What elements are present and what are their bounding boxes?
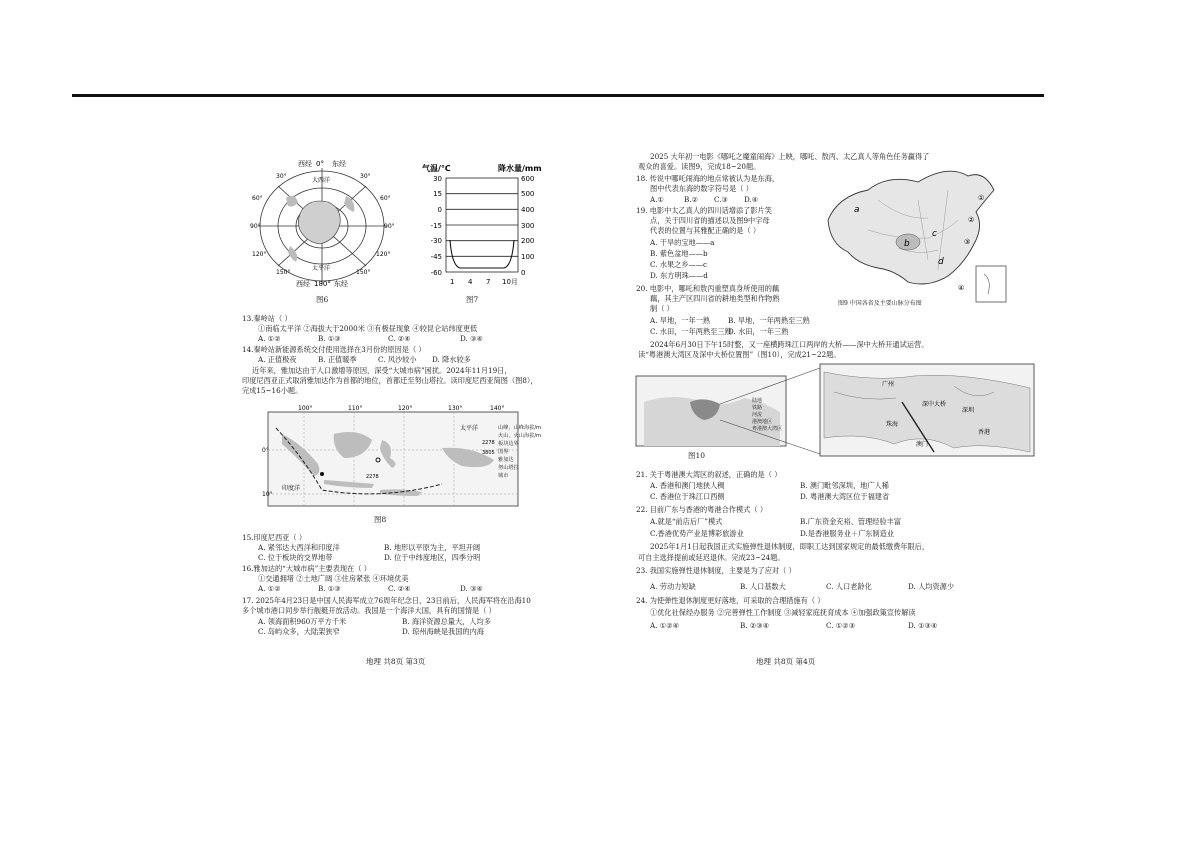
- fig8-elev-3: 2278: [366, 474, 379, 480]
- fig6-label-0: 0°: [316, 160, 324, 168]
- figure-9-china-map: [808, 160, 1018, 308]
- intro-21-line-2: 读“粤港澳大湾区及深中大桥位置图”（图10），完成21~22题。: [638, 350, 841, 359]
- intro-15-line-2: 印度尼西亚正式取消雅加达作为首都的地位，首都迁至努山塔拉。读印度尼西亚简图（图8），: [242, 376, 538, 385]
- intro-15-line-1: 近年来，雅加达由于人口激增等原因，深受“大城市病”困扰。2024年11月19日，: [252, 366, 512, 375]
- q14-stem: 14.秦岭站新能源系统交付使用选择在3月份的原因是（ ）: [242, 345, 426, 354]
- q14-choice-c[interactable]: C. 风沙较小: [378, 355, 417, 364]
- q21-stem: 21. 关于粤港澳大湾区的叙述，正确的是（ ）: [636, 470, 782, 479]
- fig6-label-east: 东经: [332, 160, 346, 168]
- fig10-legend-railway: 铁路: [752, 405, 763, 411]
- q13-choice-b[interactable]: B. ①③: [318, 334, 341, 343]
- q23-stem: 23. 我国实施弹性退休制度，主要是为了应对（ ）: [636, 566, 796, 575]
- q19-stem-line-2: 点，关于四川省的描述以及图9中字母: [650, 216, 770, 225]
- q22-choice-c[interactable]: C.香港优势产业是博彩旅游业: [650, 529, 744, 538]
- q15-stem: 15.印度尼西亚（ ）: [242, 533, 307, 542]
- legend-item-city: 城市: [498, 473, 509, 479]
- q19-item-c[interactable]: C. 水果之乡——c: [650, 260, 707, 269]
- q16-choice-d[interactable]: D. ③④: [460, 584, 483, 593]
- q23-choice-c[interactable]: C. 人口老龄化: [826, 582, 872, 591]
- q13-stem: 13.秦岭站（ ）: [242, 314, 292, 323]
- fig6-label-150w: 150°: [276, 269, 291, 276]
- q19-item-a[interactable]: A. 干旱的宝地——a: [650, 238, 715, 247]
- q16-stem: 16.雅加达的“大城市病”主要表现在（ ）: [242, 564, 371, 573]
- fig9-letter-b: b: [904, 239, 910, 249]
- figure-7-climate-chart: [420, 162, 560, 287]
- q15-choice-d[interactable]: D. 位于中纬度地区，四季分明: [384, 553, 481, 562]
- fig9-letter-d: d: [938, 257, 944, 267]
- fig8-lon-140: 140°: [490, 405, 505, 412]
- fig9-letter-a: a: [854, 205, 860, 215]
- fig8-ocean-indian: 印度洋: [282, 485, 301, 492]
- q19-stem-line-3: 代表的位置与其雅配正确的是（ ）: [650, 226, 761, 235]
- fig6-label-west: 西经: [298, 160, 312, 168]
- right-page-footer: 地理 共8页 第4页: [756, 657, 816, 666]
- q16-options: ①交通拥堵 ②土地广阔 ③住房紧张 ④环境优美: [258, 574, 409, 583]
- q20-choice-a[interactable]: A. 旱地，一年一熟: [650, 316, 711, 325]
- fig10-place-zhuhai: 珠海: [886, 421, 899, 428]
- fig9-letter-c: c: [932, 229, 937, 239]
- q16-choice-b[interactable]: B. ①③: [318, 584, 341, 593]
- jakarta-marker: [320, 472, 324, 476]
- fig6-label-60e: 60°: [380, 195, 391, 202]
- fig6-label-120w: 120°: [252, 251, 267, 258]
- intro-18-line-1: 2025 大年初一电影《哪吒之魔童闹海》上映，哪吒、敖丙、太乙真人等角色任务赢得了: [650, 152, 930, 161]
- q24-options: ①优化社保经办服务 ②完善弹性工作制度 ③减轻家庭抚育成本 ④加强政策宣传解读: [650, 608, 916, 617]
- fig10-legend-hkmacau: 港澳地区: [752, 419, 773, 425]
- fig7-precip-tick-1: 500: [521, 190, 535, 198]
- fig7-temp-label: 气温/℃: [422, 164, 451, 173]
- fig7-month-4: 4: [468, 278, 473, 286]
- fig10-place-macau: 澳门: [916, 441, 929, 448]
- q16-choice-a[interactable]: A. ①②: [258, 584, 281, 593]
- fig8-lon-120: 120°: [398, 405, 413, 412]
- q15-choice-a[interactable]: A. 紧邻达大西洋和印度洋: [258, 543, 340, 552]
- q19-item-d[interactable]: D. 东方明珠——d: [650, 271, 708, 280]
- fig6-label-60w: 60°: [252, 195, 263, 202]
- fig7-precip-tick-4: 200: [521, 237, 535, 245]
- q24-stem: 24. 为使弹性退休制度更好落地，可采取的合理措施有（ ）: [636, 596, 825, 605]
- figure-7-caption: 图7: [466, 295, 479, 304]
- figure-6-polar-map: [250, 158, 400, 288]
- q17-choice-b[interactable]: B. 海洋资源总量大，人均多: [402, 617, 491, 626]
- legend-item-border: 国界: [498, 449, 509, 455]
- scan-top-border: [72, 94, 1044, 97]
- fig6-label-west-bottom: 西经: [296, 280, 310, 288]
- q24-choice-a[interactable]: A. ①②④: [650, 621, 680, 630]
- fig8-elev-2: 3805: [482, 450, 495, 456]
- fig6-label-180: 180°: [314, 280, 331, 288]
- q21-choice-a[interactable]: A. 香港和澳门地狭人稠: [650, 481, 725, 490]
- legend-item-nusantara: 努山塔拉: [498, 465, 519, 471]
- legend-item-peak: 山峰、山峰海拔/m: [498, 425, 542, 431]
- q15-choice-b[interactable]: B. 地形以平原为主，平坦开阔: [384, 543, 481, 552]
- q22-stem: 22. 目前广东与香港的粤港合作模式（ ）: [636, 505, 768, 514]
- legend-item-jakarta: 雅加达: [498, 457, 514, 463]
- q22-choice-a[interactable]: A.就是“前店后厂”模式: [650, 517, 723, 526]
- fig9-num-3: ③: [964, 238, 971, 246]
- fig10-legend-bayarea: 粤港澳大湾区: [752, 426, 783, 432]
- fig10-place-hongkong: 香港: [978, 429, 991, 436]
- fig7-temp-tick-2: 0: [437, 206, 442, 214]
- q14-choice-a[interactable]: A. 正值极夜: [258, 355, 297, 364]
- fig7-month-7: 7: [486, 278, 491, 286]
- q20-choice-c[interactable]: C. 水田，一年两熟至三熟: [650, 327, 732, 336]
- fig10-place-shenzhen: 深圳: [962, 407, 975, 414]
- fig8-lat-0: 0°: [262, 447, 269, 454]
- fig6-label-pacific: 太平洋: [312, 265, 331, 272]
- figure-8-caption: 图8: [374, 515, 387, 524]
- q21-choice-b[interactable]: B. 澳门毗邻深圳，地广人稀: [800, 481, 889, 490]
- fig7-temp-tick-0: 30: [433, 175, 442, 183]
- q13-choice-c[interactable]: C. ②④: [388, 334, 411, 343]
- fig9-num-4: ④: [958, 284, 965, 292]
- q20-stem-line-1: 20. 电影中，哪吒和敖丙重塑真身所使用的藕: [636, 284, 780, 293]
- figure-9-caption: 图9 中国各省及主要山脉分布图: [838, 300, 922, 307]
- fig7-temp-tick-4: -30: [430, 237, 442, 245]
- fig6-label-90e: 90°: [384, 223, 395, 230]
- fig7-temp-tick-6: -60: [430, 269, 442, 277]
- fig7-temp-tick-5: -45: [430, 253, 442, 261]
- q17-choice-c[interactable]: C. 岛屿众多，大陆架狭窄: [258, 627, 340, 636]
- fig8-elev-1: 2278: [482, 440, 495, 446]
- q23-choice-a[interactable]: A. 劳动力短缺: [650, 582, 696, 591]
- intro-21-line-1: 2024年6月30日下午15时整，又一座横跨珠江口两岸的大桥——深中大桥开通试运营。: [650, 340, 929, 349]
- legend-item-plate: 板块边界: [498, 441, 519, 447]
- q13-choice-d[interactable]: D. ③④: [460, 334, 483, 343]
- fig8-lon-110: 110°: [348, 405, 363, 412]
- q18-choice-c[interactable]: C.③: [714, 195, 728, 204]
- q22-choice-d[interactable]: D.是香港服务业＋广东制造业: [800, 529, 895, 538]
- left-page-footer: 地理 共8页 第3页: [366, 657, 426, 666]
- fig6-label-east-bottom: 东经: [334, 280, 348, 288]
- q20-choice-b[interactable]: B. 旱地，一年两熟至三熟: [728, 316, 810, 325]
- figure-6-caption: 图6: [316, 295, 329, 304]
- fig9-num-1: ①: [978, 194, 985, 202]
- q20-choice-d[interactable]: D. 水田，一年三熟: [728, 327, 789, 336]
- q23-choice-d[interactable]: D. 人均资源少: [908, 582, 955, 591]
- intro-23-line-2: 可自主选择提前或延迟退休。完成23~24题。: [638, 553, 785, 562]
- q22-choice-b[interactable]: B.广东资金充裕、管理经验丰富: [800, 517, 902, 526]
- fig8-lon-100: 100°: [298, 405, 313, 412]
- fig7-temp-tick-1: 15: [433, 190, 442, 198]
- fig10-legend-river: 河流: [752, 412, 763, 418]
- q24-choice-d[interactable]: D. ①③④: [908, 621, 938, 630]
- q17-stem-line-2: 多个城市港口同步举行舰艇开放活动。我国是一个海洋大国，具有的国情是（ ）: [242, 606, 496, 615]
- q16-choice-c[interactable]: C. ②④: [388, 584, 411, 593]
- q18-choice-d[interactable]: D.④: [744, 195, 759, 204]
- fig6-label-120e: 120°: [376, 251, 391, 258]
- fig6-label-90w: 90°: [250, 223, 261, 230]
- fig8-lon-130: 130°: [448, 405, 463, 412]
- q23-choice-b[interactable]: B. 人口基数大: [740, 582, 786, 591]
- figure-10-legend: [752, 398, 782, 433]
- q13-options: ①南临太平洋 ②海拔大于2000米 ③有极昼现象 ④较昆仑站纬度更低: [258, 324, 478, 333]
- figure-10-caption: 图10: [688, 451, 706, 460]
- fig7-month-10: 10月: [502, 278, 518, 286]
- fig7-precip-tick-2: 400: [521, 206, 535, 214]
- q18-choice-b[interactable]: B.②: [684, 195, 699, 204]
- q24-choice-c[interactable]: C. ①②③: [826, 621, 856, 630]
- intro-18-line-2: 观众的喜爱。读图9，完成18~20题。: [638, 162, 761, 171]
- fig7-precip-tick-5: 100: [521, 253, 535, 261]
- q17-choice-a[interactable]: A. 领海面积960万平方千米: [258, 617, 347, 626]
- fig8-ocean-pacific: 太平洋: [460, 425, 479, 432]
- q20-stem-line-2: 藕，其主产区四川省的耕地类型和作物熟: [650, 294, 780, 303]
- figure-8-indonesia-map: [262, 404, 530, 510]
- q18-stem-line-1: 18. 传说中哪吒闹海的地点常被认为是东海，: [636, 174, 780, 183]
- fig7-precip-label: 降水量/mm: [498, 164, 542, 173]
- fig6-label-30e: 30°: [360, 173, 371, 180]
- legend-item-volcano: 火山、火山海拔/m: [498, 433, 542, 439]
- fig7-precip-tick-3: 300: [521, 222, 535, 230]
- q21-choice-d[interactable]: D. 粤港澳大湾区位于福建省: [800, 492, 890, 501]
- q17-stem-line-1: 17. 2025年4月23日是中国人民海军成立76周年纪念日，23日前后，人民海军将在沿海10: [242, 596, 531, 605]
- q18-choice-a[interactable]: A.①: [650, 195, 664, 204]
- q19-item-b[interactable]: B. 紫色盆地——b: [650, 249, 708, 258]
- intro-15-line-3: 完成15~16小题。: [242, 386, 303, 395]
- fig10-legend-land: 陆地: [752, 398, 763, 404]
- q15-choice-c[interactable]: C. 位于板块的交界地带: [258, 553, 333, 562]
- figure-10-bay-area-map: [634, 362, 1036, 458]
- q18-stem-line-2: 图中代表东海的数字符号是（ ）: [650, 184, 753, 193]
- figure-8-legend: [498, 424, 541, 480]
- intro-23-line-1: 2025年1月1日起我国正式实施弹性退休制度，即职工达到国家规定的最低缴费年限后，: [650, 542, 930, 551]
- q13-choice-a[interactable]: A. ①②: [258, 334, 281, 343]
- q20-stem-line-3: 制（ ）: [650, 304, 674, 313]
- q21-choice-c[interactable]: C. 香港位于珠江口西侧: [650, 492, 725, 501]
- q19-stem-line-1: 19. 电影中太乙真人的四川话增添了影片笑: [636, 206, 772, 215]
- q17-choice-d[interactable]: D. 琼州海峡是我国的内海: [402, 627, 484, 636]
- fig6-label-150e: 150°: [356, 269, 371, 276]
- fig7-precip-tick-0: 600: [521, 175, 535, 183]
- fig7-temp-tick-3: -15: [430, 222, 442, 230]
- q24-choice-b[interactable]: B. ②③④: [740, 621, 770, 630]
- fig6-label-30w: 30°: [276, 173, 287, 180]
- q14-choice-d[interactable]: D. 降水较多: [432, 355, 471, 364]
- fig8-lat-10: 10°: [262, 491, 273, 498]
- fig7-precip-tick-6: 0: [521, 269, 526, 277]
- fig9-num-2: ②: [968, 216, 975, 224]
- fig6-label-atlantic: 大西洋: [312, 177, 331, 184]
- fig10-place-bridge: 深中大桥: [922, 401, 947, 408]
- fig10-place-guangzhou: 广州: [882, 381, 895, 388]
- q14-choice-b[interactable]: B. 正值暖季: [318, 355, 357, 364]
- fig7-month-1: 1: [450, 278, 455, 286]
